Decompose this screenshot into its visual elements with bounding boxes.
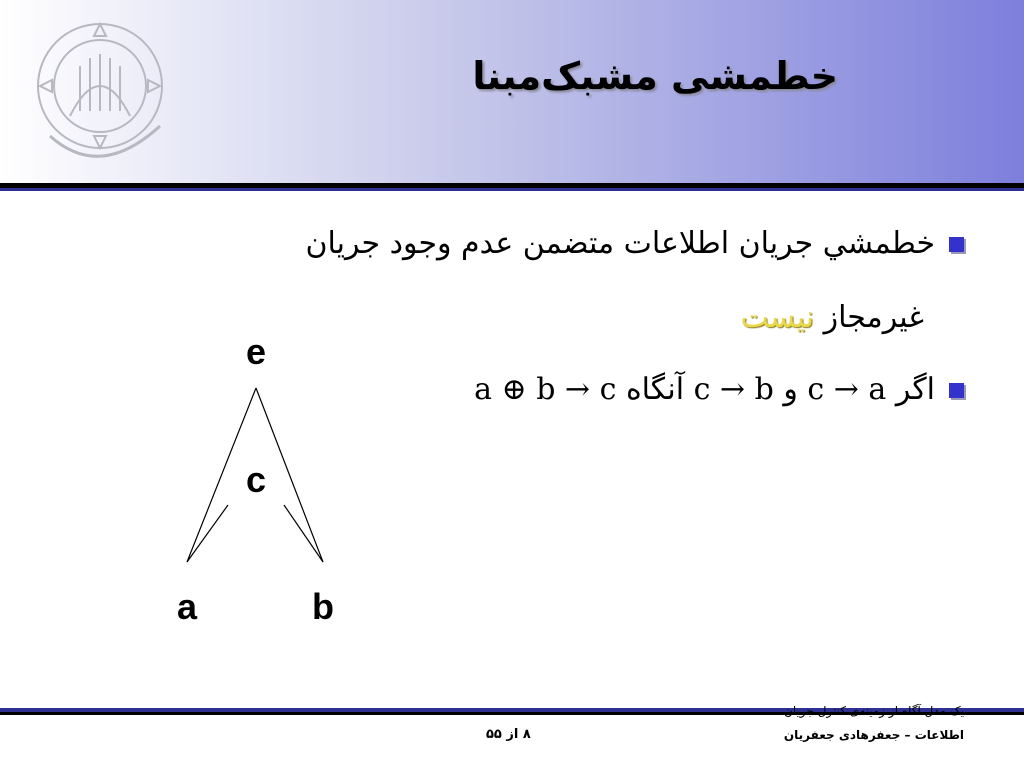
node-e: e — [245, 331, 267, 372]
bullet-1-plain: غيرمجاز — [823, 300, 924, 335]
header-divider-accent — [0, 188, 1024, 191]
slide-title: خطمشی مشبک‌مبنا — [472, 54, 838, 98]
bullet-item-2 — [474, 370, 964, 410]
university-seal-icon — [10, 6, 200, 182]
bullet-square-icon — [949, 237, 964, 252]
node-c: c — [245, 459, 267, 500]
footer-title-line1: يک مدل آگاه از زمينه‌ی کنترل جريان — [784, 704, 964, 718]
footer-title-line2: اطلاعات – جعفرهادی جعفريان — [783, 728, 964, 742]
bullet-item-1 — [144, 224, 964, 264]
edge-e-b — [256, 388, 323, 562]
bullet-1-text: خطمشي جريان اطلاعات متضمن عدم وجود جريان — [305, 226, 935, 261]
page-number: ۸ از ۵۵ — [486, 727, 531, 742]
slide-header — [0, 0, 1024, 184]
bullet-1-continuation — [740, 298, 924, 338]
bullet-square-icon — [949, 383, 964, 398]
bullet-1-highlight: نيست — [740, 300, 815, 335]
node-b: b — [312, 586, 334, 627]
bullet-2-text: اگر c → a و c → b آنگاه a ⊕ b → c — [474, 372, 935, 407]
lattice-diagram — [160, 320, 360, 640]
edge-c-a — [187, 505, 228, 562]
node-a: a — [176, 586, 198, 627]
edge-c-b — [284, 505, 323, 562]
